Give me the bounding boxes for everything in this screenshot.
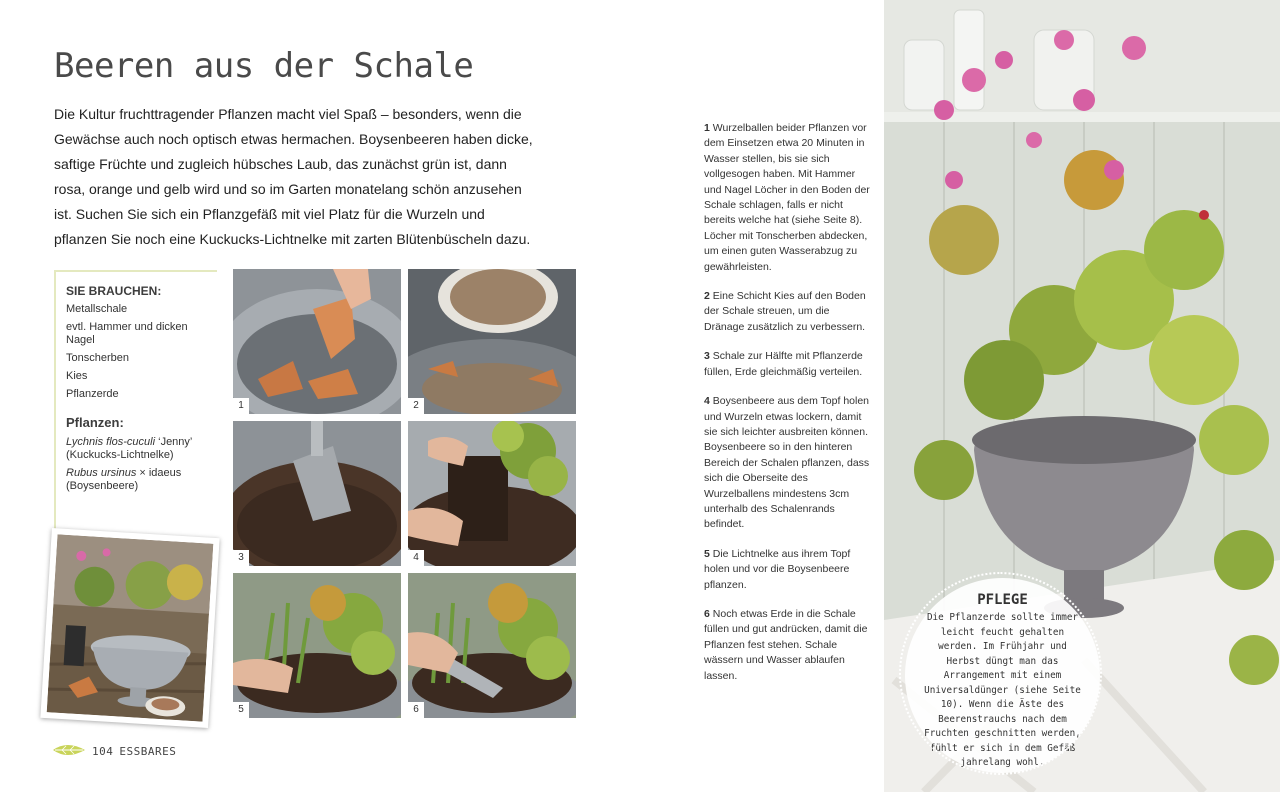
photo-number: 6: [408, 702, 424, 718]
step-photo-4: [408, 421, 576, 566]
instruction-step: [704, 394, 872, 533]
photo-number: 5: [233, 702, 249, 718]
step-number: 4: [704, 395, 710, 408]
step-photo-3: [233, 421, 401, 566]
instruction-step: [704, 121, 872, 275]
supply-item: Metallschale: [66, 303, 128, 315]
step-number: 1: [704, 122, 710, 134]
section-name: ESSBARES: [119, 745, 177, 758]
step-text: Eine Schicht Kies auf den Boden der Schale streuen, um die Dränage zusätzlich zu verbessern.: [704, 290, 866, 333]
supplies-heading: SIE BRAUCHEN:: [66, 284, 162, 298]
care-tip-circle: [905, 578, 1100, 773]
step-text: Schale zur Hälfte mit Pflanzerde füllen, Erde gleichmäßig verteilen.: [704, 350, 863, 378]
plants-heading: Pflanzen:: [66, 415, 124, 430]
photo-number: 1: [233, 398, 249, 414]
plant-cultivar: ‘Jenny’: [155, 436, 193, 448]
step-number: 3: [704, 350, 710, 363]
photo-number: 3: [233, 550, 249, 566]
supply-item: Kies: [66, 370, 88, 382]
instruction-step: [704, 547, 872, 593]
plant-latin-name: Rubus ursinus: [66, 467, 137, 479]
instruction-step: [704, 607, 872, 684]
photo-number: 2: [408, 398, 424, 414]
page-footer: [52, 742, 176, 761]
plant-item: [66, 467, 217, 493]
step-text: Boysenbeere aus dem Topf holen und Wurzeln etwas lockern, damit sie sich leichter ausbreiten können. Boysenbeere so in den hinteren Bereich der Schalen pflanzen, dass sich die Oberseite des Wurzelballens mindestens 3cm unterhalb des Schalenrands befindet.: [704, 395, 870, 531]
step-photo-6: [408, 573, 576, 718]
plant-cultivar: × idaeus: [136, 467, 182, 479]
plant-common-name: (Kuckucks-Lichtnelke): [66, 449, 174, 461]
plant-common-name: (Boysenbeere): [66, 480, 139, 492]
step-text: Noch etwas Erde in die Schale füllen und gut andrücken, damit die Pflanzen fest stehen. Schale wässern und Wasser ablaufen lassen.: [704, 607, 868, 682]
photo-number: 4: [408, 550, 424, 566]
step-number: 5: [704, 547, 710, 560]
care-heading: PFLEGE: [977, 592, 1028, 608]
instructions-column: [704, 121, 872, 698]
step-text: Wurzelballen beider Pflanzen vor dem Einsetzen etwa 20 Minuten in Wasser stellen, bis sie sich vollgesogen haben. Mit Hammer und Nagel Löcher in den Boden der Schale schlagen, falls er nicht bereits welche hat (siehe Seite 8). Löcher mit Tonscherben abdecken, um einen guten Wasserabzug zu gewährleisten.: [704, 122, 870, 273]
step-text: Die Lichtnelke aus ihrem Topf holen und vor die Boysenbeere pflanzen.: [704, 547, 851, 591]
step-photo-1: [233, 269, 401, 414]
supply-item: Tonscherben: [66, 352, 129, 364]
step-photo-2: [408, 269, 576, 414]
care-text: Die Pflanzerde sollte immer leicht feucht gehalten werden. Im Frühjahr und Herbst düngt man das Arrangement mit einem Universaldünger (siehe Seite 10). Wenn die Äste des Beerenstrauchs nach dem Fruchten geschnitten werden, fühlt er sich in dem Gefäß jahrelang wohl.: [924, 612, 1081, 768]
page-number: 104: [92, 745, 114, 758]
step-number: 2: [704, 290, 710, 303]
supply-item: Pflanzerde: [66, 388, 119, 400]
step-number: 6: [704, 607, 710, 620]
overview-polaroid-photo: [40, 528, 219, 728]
page-title: Beeren aus der Schale: [54, 46, 474, 86]
plant-item: [66, 436, 217, 462]
intro-paragraph: Die Kultur fruchttragender Pflanzen macht viel Spaß – besonders, wenn die Gewächse auch noch optisch etwas hermachen. Boysenbeeren haben dicke, saftige Früchte und zugleich hübsches Laub, das zunächst grün ist, dann rosa, orange und gelb wird und so im Garten monatelang schön anzusehen ist. Suchen Sie sich ein Pflanzgefäß mit viel Platz für die Wurzeln und pflanzen Sie noch eine Kuckucks-Lichtnelke mit zarten Blütenbüscheln dazu.: [54, 106, 533, 247]
care-ring: [899, 572, 1102, 775]
supply-item: evtl. Hammer und dicken Nagel: [66, 321, 188, 346]
step-photo-5: [233, 573, 401, 718]
plant-latin-name: Lychnis flos-cuculi: [66, 436, 156, 448]
leaf-icon: [52, 742, 86, 761]
instruction-step: [704, 289, 872, 335]
instruction-step: [704, 349, 872, 380]
